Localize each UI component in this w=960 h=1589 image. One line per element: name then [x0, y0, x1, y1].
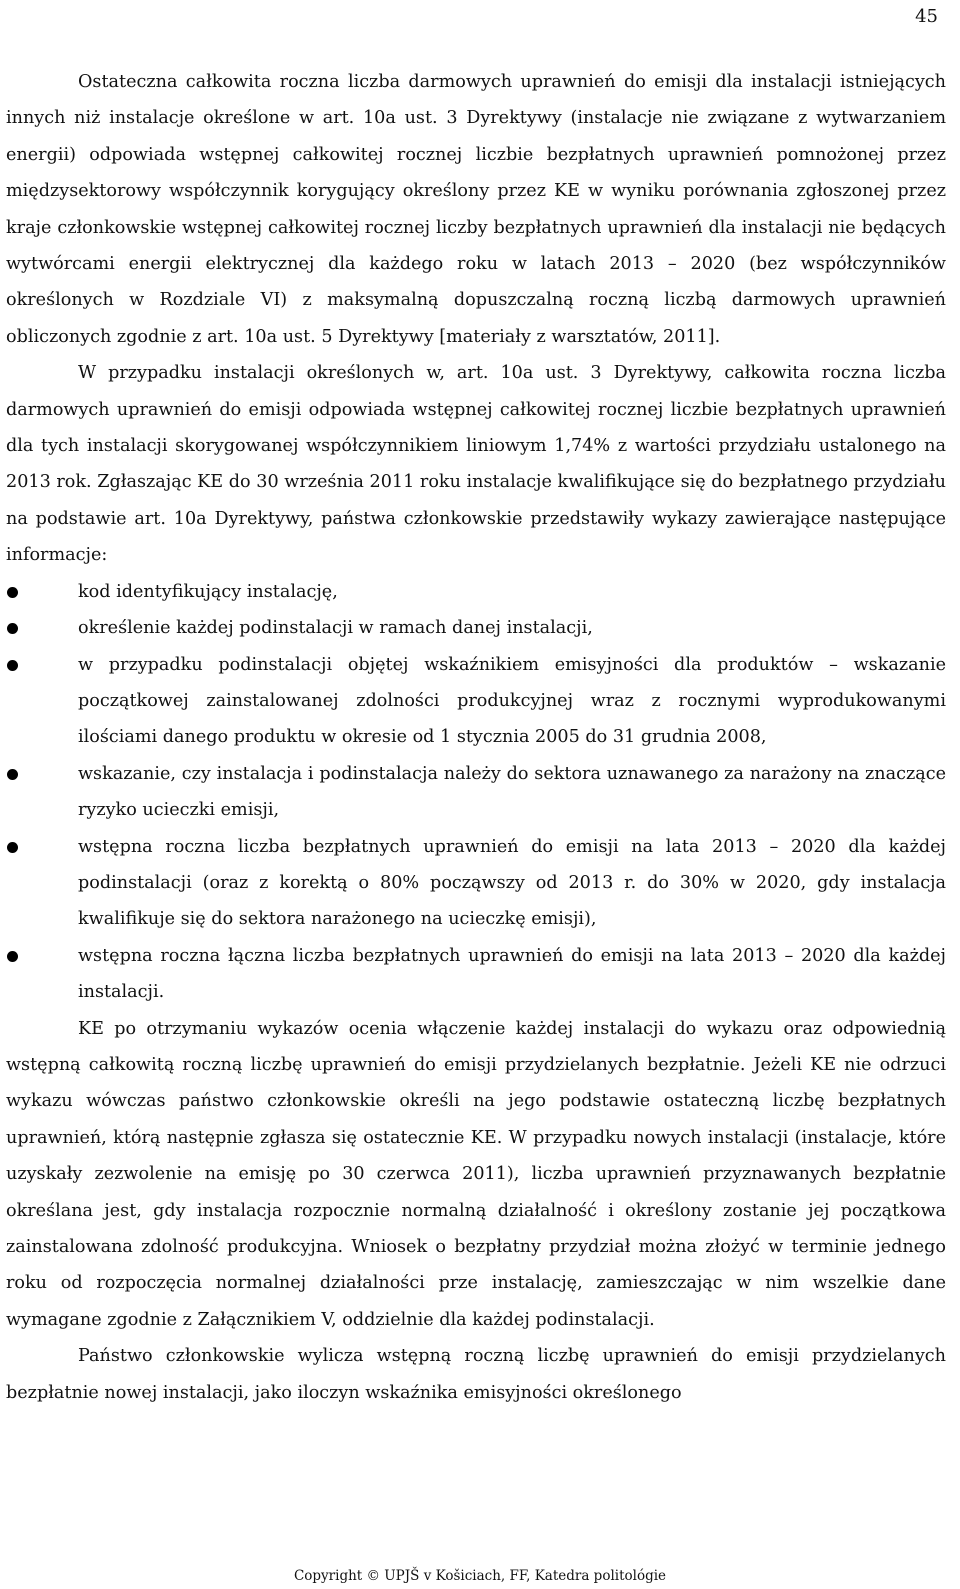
page-number: 45	[915, 6, 938, 27]
list-item	[6, 938, 946, 1011]
paragraph: Państwo członkowskie wylicza wstępną roczną liczbę uprawnień do emisji przydzielanych bezpłatnie nowej instalacji, jako iloczyn wskaźnika emisyjności określonego	[6, 1346, 946, 1403]
bullet-list	[6, 574, 946, 1011]
paragraph: KE po otrzymaniu wykazów ocenia włączenie każdej instalacji do wykazu oraz odpowiednią wstępną całkowitą roczną liczbę uprawnień do emisji przydzielanych bezpłatnie. Jeżeli KE nie odrzuci wykazu wówczas państwo członkowskie określi na jego podstawie ostateczną liczbę bezpłatnych uprawnień, którą następnie zgłasza się ostatecznie KE. W przypadku nowych instalacji (instalacje, które uzyskały zezwolenie na emisję po 30 czerwca 2011), liczba uprawnień przyznawanych bezpłatnie określana jest, gdy instalacja rozpocznie normalną działalność i określony zostanie jej początkowa zainstalowana zdolność produkcyjna. Wniosek o bezpłatny przydział można złożyć w terminie jednego roku od rozpoczęcia normalnej działalności prze instalację, zamieszczając w nim wszelkie dane wymagane zgodnie z Załącznikiem V, oddzielnie dla każdej podinstalacji.	[6, 1018, 946, 1330]
list-item-text: określenie każdej podinstalacji w ramach danej instalacji,	[78, 618, 593, 639]
list-item	[6, 756, 946, 829]
bullet-icon	[7, 769, 18, 780]
list-item-text: wstępna roczna liczba bezpłatnych uprawnień do emisji na lata 2013 – 2020 dla każdej podinstalacji (oraz z korektą o 80% począwszy od 2013 r. do 30% w 2020, gdy instalacja kwalifikuje się do sektora narażonego na ucieczkę emisji),	[78, 836, 946, 930]
list-item-text: w przypadku podinstalacji objętej wskaźnikiem emisyjności dla produktów – wskazanie początkowej zainstalowanej zdolności produkcyjnej wraz z rocznymi wyprodukowanymi ilościami danego produktu w okresie od 1 stycznia 2005 do 31 grudnia 2008,	[78, 654, 946, 748]
list-item-text: kod identyfikujący instalację,	[78, 581, 338, 602]
footer-copyright: Copyright © UPJŠ v Košiciach, FF, Katedra politológie	[293, 1568, 667, 1584]
list-item-text: wstępna roczna łączna liczba bezpłatnych uprawnień do emisji na lata 2013 – 2020 dla każdej instalacji.	[78, 945, 946, 1003]
list-item	[6, 647, 946, 756]
bullet-icon	[7, 951, 18, 962]
bullet-icon	[7, 842, 18, 853]
bullet-icon	[7, 587, 18, 598]
bullet-icon	[7, 623, 18, 634]
bullet-icon	[7, 660, 18, 671]
document-body	[6, 64, 946, 1411]
list-item	[6, 829, 946, 938]
list-item	[6, 610, 946, 646]
list-item	[6, 574, 946, 610]
list-item-text: wskazanie, czy instalacja i podinstalacja należy do sektora uznawanego za narażony na znaczące ryzyko ucieczki emisji,	[78, 763, 946, 821]
paragraph: W przypadku instalacji określonych w, art. 10a ust. 3 Dyrektywy, całkowita roczna liczba darmowych uprawnień do emisji odpowiada wstępnej całkowitej rocznej liczbie bezpłatnych uprawnień dla tych instalacji skorygowanej współczynnikiem liniowym 1,74% z wartości przydziału ustalonego na 2013 rok. Zgłaszając KE do 30 września 2011 roku instalacje kwalifikujące się do bezpłatnego przydziału na podstawie art. 10a Dyrektywy, państwa członkowskie przedstawiły wykazy zawierające następujące informacje:	[6, 363, 946, 566]
paragraph: Ostateczna całkowita roczna liczba darmowych uprawnień do emisji dla instalacji istniejących innych niż instalacje określone w art. 10a ust. 3 Dyrektywy (instalacje nie związane z wytwarzaniem energii) odpowiada wstępnej całkowitej rocznej liczbie bezpłatnych uprawnień pomnożonej przez międzysektorowy współczynnik korygujący określony przez KE w wyniku porównania zgłoszonej przez kraje członkowskie wstępnej całkowitej rocznej liczby bezpłatnych uprawnień dla instalacji nie będących wytwórcami energii elektrycznej dla każdego roku w latach 2013 – 2020 (bez współczynników określonych w Rozdziale VI) z maksymalną dopuszczalną roczną liczbą darmowych uprawnień obliczonych zgodnie z art. 10a ust. 5 Dyrektywy [materiały z warsztatów, 2011].	[6, 72, 946, 347]
